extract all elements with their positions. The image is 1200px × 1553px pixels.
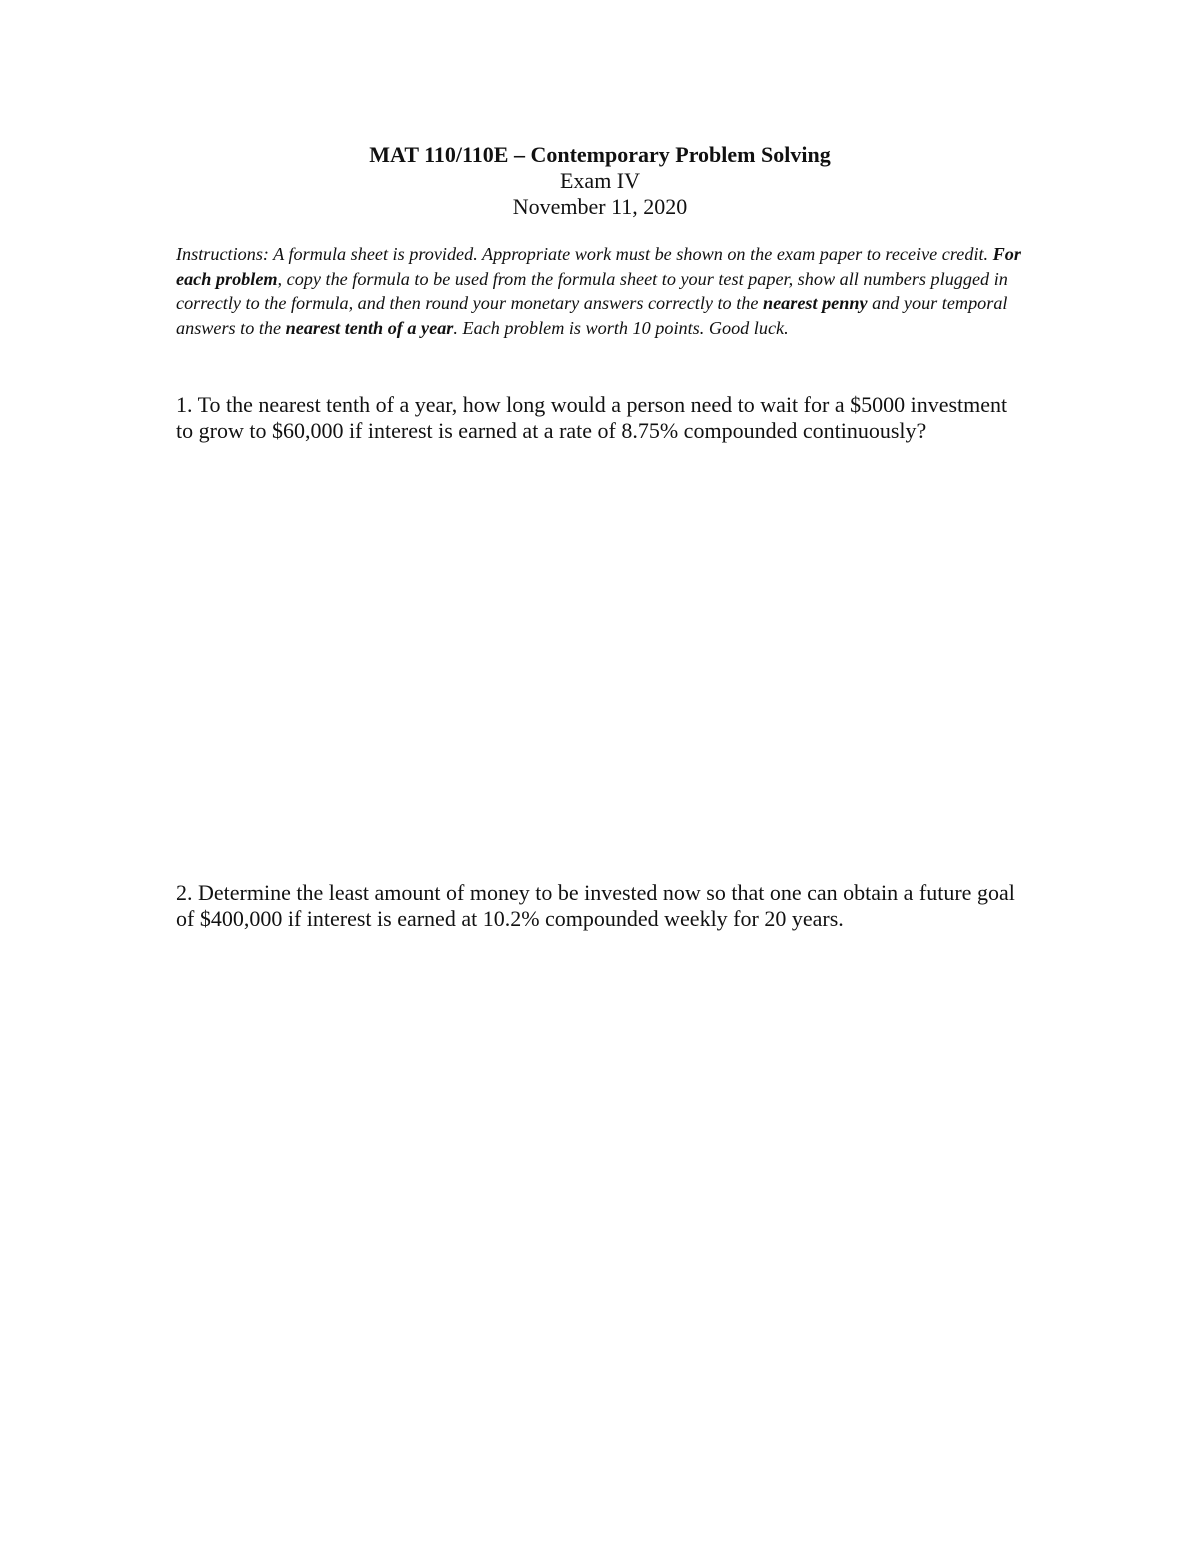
instructions-text: . Each problem is worth 10 points. Good luck. <box>453 317 789 338</box>
instructions-emphasis: For each problem <box>176 244 1021 289</box>
exam-date: November 11, 2020 <box>512 194 688 219</box>
exam-name: Exam IV <box>559 168 641 193</box>
problem-1: 1. To the nearest tenth of a year, how long would a person need to wait for a $5000 investment to grow to $60,000 if interest is earned at a rate of 8.75% compounded continuously? <box>176 392 1008 443</box>
instructions-text: and your temporal answers to the <box>176 293 1008 338</box>
instructions-text: , copy the formula to be used from the formula sheet to your test paper, show all numbers plugged in correctly to the formula, and then round your monetary answers correctly to the <box>176 268 1008 314</box>
instructions-emphasis: nearest tenth of a year <box>285 317 454 338</box>
instructions-emphasis: nearest penny <box>762 293 868 314</box>
problem-2: 2. Determine the least amount of money to be invested now so that one can obtain a future goal of $400,000 if interest is earned at 10.2% compounded weekly for 20 years. <box>176 880 1015 931</box>
course-title: MAT 110/110E – Contemporary Problem Solving <box>369 142 831 167</box>
exam-header <box>0 142 1200 220</box>
instructions-paragraph <box>176 242 1026 340</box>
instructions-text: Instructions: A formula sheet is provided. Appropriate work must be shown on the exam paper to receive credit. <box>176 244 993 264</box>
